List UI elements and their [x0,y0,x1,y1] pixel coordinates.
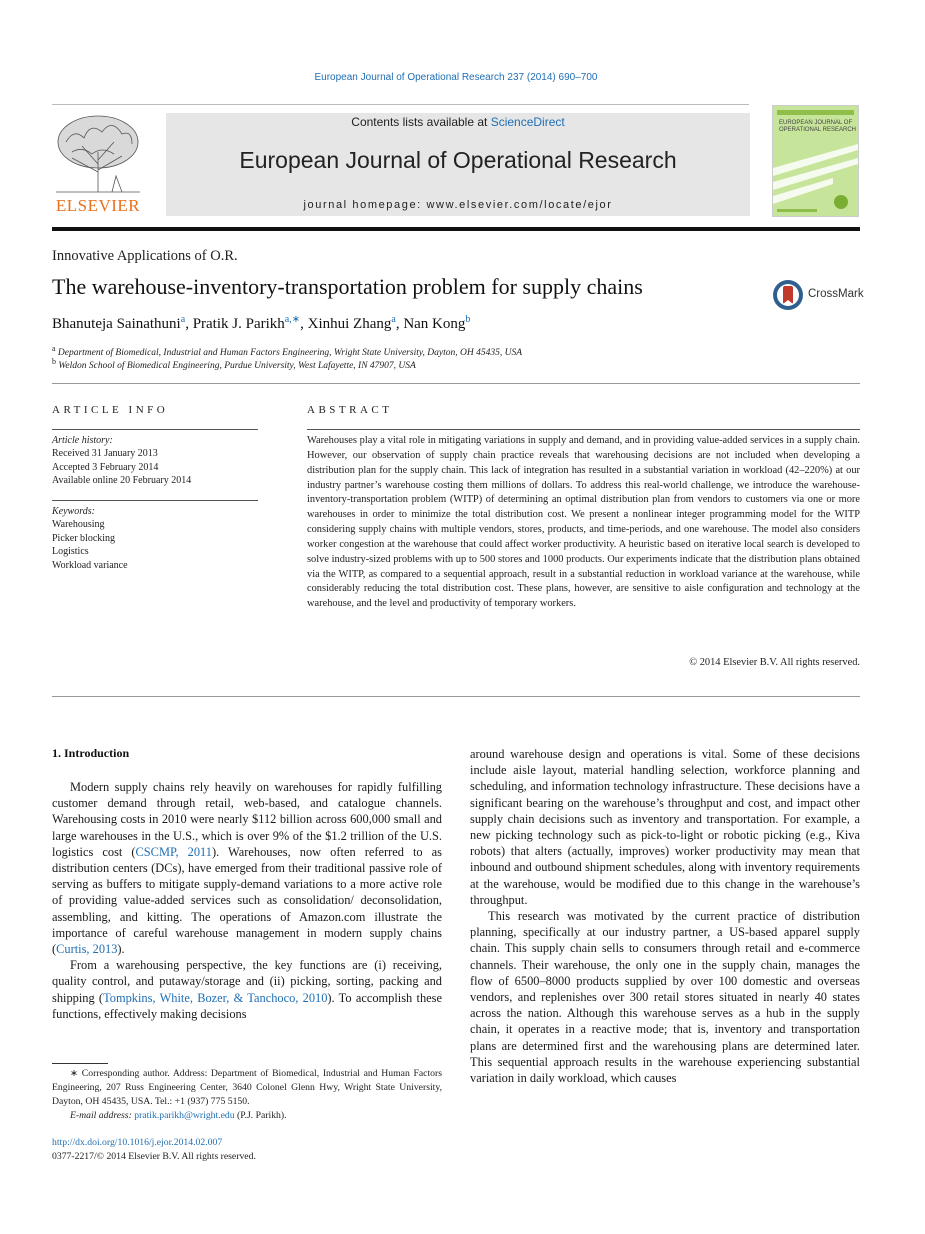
header-divider [52,104,749,105]
author-separator: , [395,316,404,332]
doi-link[interactable]: http://dx.doi.org/10.1016/j.ejor.2014.02.007 [52,1137,223,1148]
journal-masthead [166,113,750,216]
masthead-rule [52,227,860,231]
paragraph: From a warehousing perspective, the key functions are (i) receiving, quality control, and putaway/storage and (ii) picking, sorting, packing and shipping (Tompkins, White, Bozer, & Tanchoco, 2010). To accomplish these functions, effectively making decisions [52,958,442,1021]
author-list [52,314,470,333]
keyword: Workload variance [52,559,128,571]
sciencedirect-link[interactable]: ScienceDirect [490,115,565,129]
author-name: Bhanuteja Sainathuni [52,316,181,332]
footnote [52,1067,442,1123]
paragraph: This research was motivated by the current practice of distribution planning, specifically at our industry partner, a US-based apparel supply chain. This supply chain sells to consumers through retail and e-commerce channels. Their warehouse, the only one in the supply chain, manages the flow of 6500–8000 products supplied by over 100 domestic and overseas vendors, and replenishes over 300 retail stores situated in nearly 40 states across the nation. Although this warehouse serves as a hub in the supply chain, it operates in a reactive mode; that is, inventory and transportation plans are determined first and the warehousing plans are determined later. This sequential approach results in the warehouse experiencing substantial variation in daily workload, which causes [470,909,860,1086]
issn-line: 0377-2217/© 2014 Elsevier B.V. All rights reserved. [52,1151,256,1162]
journal-homepage[interactable]: journal homepage: www.elsevier.com/locate/ejor [303,199,613,211]
author-name: Xinhui Zhang [307,316,392,332]
abstract-rule [307,429,860,430]
abstract-text: Warehouses play a vital role in mitigating variations in supply and demand, and in providing value-added services in a supply chain. However, our observation of supply chain practice reveals that warehousing decisions are not included when developing a distribution plan for the supply chain. This lack of integration has resulted in a substantial variation in workload (42–220%) at our industry partner’s warehouse costing them millions of dollars. To address this real-world challenge, we introduce the warehouse-inventory-transportation problem (WITP) of determining an optimal distribution plan from vendors to customers via one or more warehouses in order to minimize the total distribution cost. We present a nonlinear integer programming model for the WITP considering supply chains with multiple vendors, stores, products, and time-periods, and one warehouse. The model also considers worker congestion at the warehouse that could affect worker productivity. A heuristic based on iterative local search is developed to solve industry-sized problems with up to 500 stores and 1000 products. Our experiments indicate that the distribution plans obtained via the WITP, as compared to a sequential approach, result in a substantial reduction in workload variance at the warehouse, while considerably reducing the total distribution cost. These plans, however, are sensitive to aisle configuration and technology at the warehouse, and the level and productivity of temporary workers. [307,435,860,610]
paragraph: around warehouse design and operations is vital. Some of these decisions include aisle layout, material handling selection, workforce planning and scheduling, and information technology infrastructure. These decisions have a significant bearing on the warehouse’s throughput and cost, and impact other supply chain decisions such as inventory and transportation. For example, a new picking technology such as pick-to-light or robotic picking (e.g., Kiva robots) that alters (actually, improves) worker productivity may mean that inbound and outbound shipment schedules, along with inventory requirements at the warehouse, would be modified due to this change in the warehouse’s throughput. [470,747,860,907]
article-history [52,434,191,488]
crossmark-label: CrossMark [808,288,864,300]
affiliation-mark: b [52,357,56,366]
citation-link[interactable]: Curtis, 2013 [56,942,118,957]
footnote-rule [52,1063,108,1064]
author-affiliation-mark[interactable]: a,∗ [284,314,301,325]
history-accepted: Accepted 3 February 2014 [52,461,159,473]
affiliation-text: Weldon School of Biomedical Engineering, Purdue University, West Lafayette, IN 47907, USA [58,361,416,372]
body-column-left [52,779,442,1022]
article-info-heading: ARTICLE INFO [52,404,169,416]
section-heading: 1. Introduction [52,746,130,760]
keyword: Picker blocking [52,532,116,544]
affiliation-b [52,357,416,371]
author-name: Nan Kong [403,316,466,332]
author-affiliation-mark[interactable]: a [180,314,186,325]
cover-title-line1: EUROPEAN JOURNAL OF [779,120,853,126]
email-line: E-mail address: pratik.parikh@wright.edu (P.J. Parikh). [70,1110,287,1121]
cover-title-line2: OPERATIONAL RESEARCH [779,127,857,133]
elsevier-logo [52,112,144,216]
author-affiliation-mark[interactable]: b [465,314,471,325]
affiliation-mark: a [52,344,56,353]
contents-line [166,115,750,129]
keyword: Logistics [52,546,89,558]
history-label: Article history: [52,435,113,446]
paragraph: Modern supply chains rely heavily on warehouses for rapidly fulfilling customer demand through retail, web-based, and catalogue channels. Warehousing costs in 2010 were nearly $112 billion across 600,000 small and large warehouses in the U.S., which is over 9% of the $1.2 trillion of the U.S. logistics cost (CSCMP, 2011). Warehouses, now often referred to as distribution centers (DCs), have emerged from their traditional passive role of serving as buffers to mitigate supply-demand variations to a more active role of providing value-added services such as consolidation/ deconsolidation, assembling, and kitting. The operations of Amazon.com illustrate the importance of careful warehouse management in modern supply chains (Curtis, 2013). [52,780,442,957]
article-section: Innovative Applications of O.R. [52,248,238,264]
keywords-rule [52,500,258,501]
abstract-divider [52,696,860,697]
journal-cover-thumbnail[interactable] [772,105,859,217]
keyword: Warehousing [52,519,105,531]
article-info-rule [52,429,258,430]
elsevier-wordmark: ELSEVIER [55,196,141,215]
citation-link[interactable]: Tompkins, White, Bozer, & Tanchoco, 2010 [103,990,328,1005]
doi-block [52,1136,256,1164]
author-separator: , [300,316,308,332]
keywords-block [52,505,128,572]
body-column-right [470,746,860,1086]
author-separator: , [185,316,193,332]
journal-name: European Journal of Operational Research [239,147,677,173]
paper-title: The warehouse-inventory-transportation problem for supply chains [52,274,643,299]
keywords-label: Keywords: [52,506,95,517]
history-online: Available online 20 February 2014 [52,475,192,487]
crossmark-button[interactable] [772,279,867,311]
contents-prefix: Contents lists available at [351,115,491,129]
author-affiliation-mark[interactable]: a [391,314,396,325]
abstract-heading: ABSTRACT [307,404,393,416]
email-link[interactable]: pratik.parikh@wright.edu [134,1110,235,1121]
history-received: Received 31 January 2013 [52,448,158,460]
author-name: Pratik J. Parikh [192,316,285,332]
affiliation-text: Department of Biomedical, Industrial and Human Factors Engineering, Wright State University, Dayton, OH 45435, USA [57,348,523,359]
elsevier-tree-icon [52,112,144,196]
citation-link[interactable]: CSCMP, 2011 [135,844,212,859]
corresponding-author-note: ∗ Corresponding author. Address: Department of Biomedical, Industrial and Human Factors Engineering, 207 Russ Engineering Center, 3640 Colonel Glenn Hwy, Wright State University, Dayton, OH 45435, USA. Tel.: +1 (937) 775 5150. [52,1068,442,1107]
crossmark-icon [772,279,804,311]
abstract-copyright: © 2014 Elsevier B.V. All rights reserved. [689,657,860,668]
journal-citation[interactable]: European Journal of Operational Research 237 (2014) 690–700 [314,72,598,83]
title-divider [52,383,860,384]
